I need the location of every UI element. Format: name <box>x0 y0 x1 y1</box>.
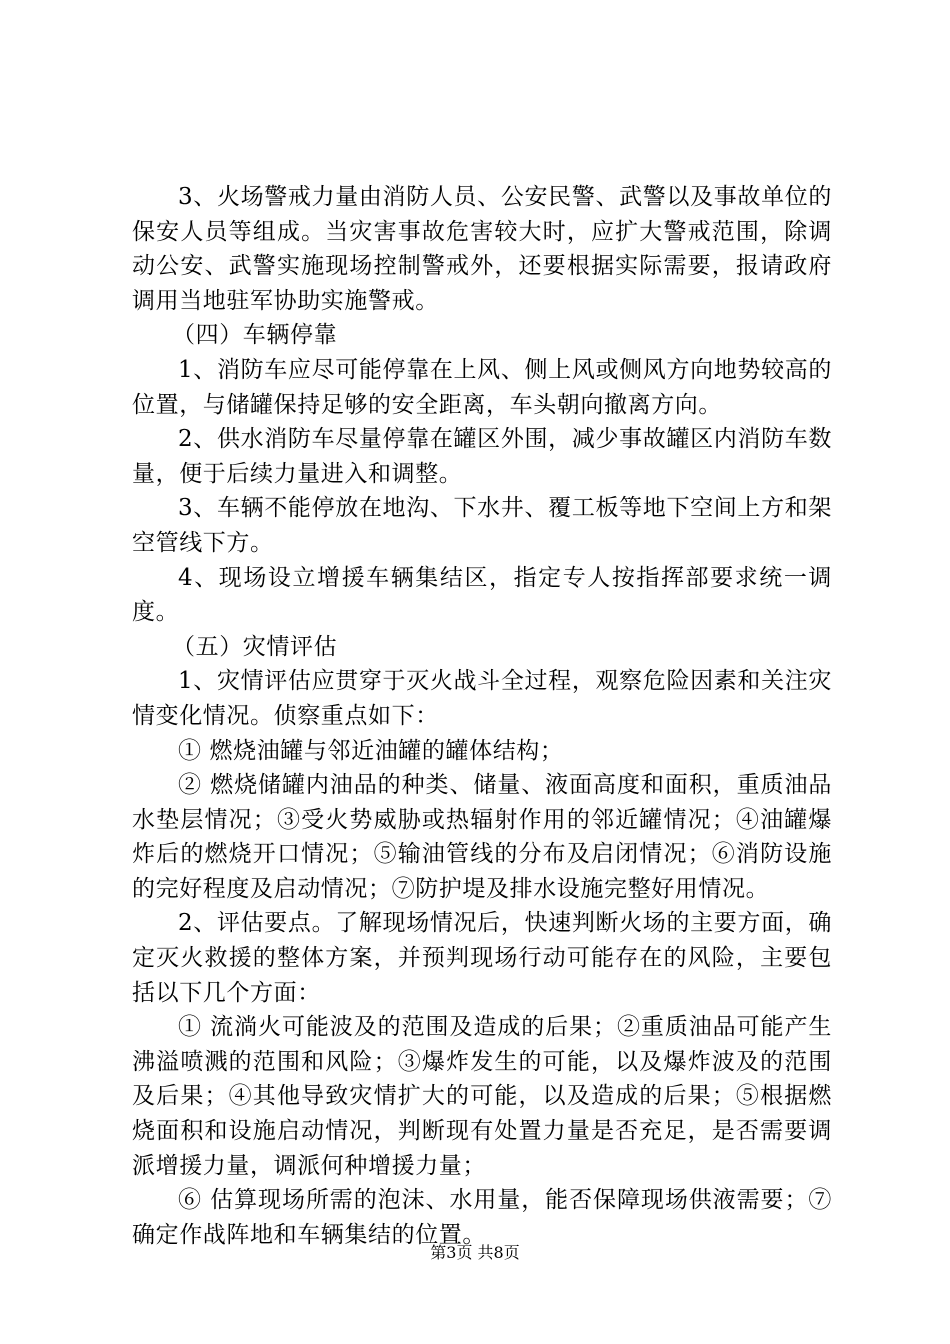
paragraph-parking-1: 1、消防车应尽可能停靠在上风、侧上风或侧风方向地势较高的位置，与储罐保持足够的安全距离，车头朝向撤离方向。 <box>132 356 832 418</box>
paragraph-assessment-1: 1、灾情评估应贯穿于灭火战斗全过程，观察危险因素和关注灾情变化情况。侦察重点如下： <box>132 668 832 729</box>
paragraph-assessment-item-1: ① 燃烧油罐与邻近油罐的罐体结构； <box>178 737 564 764</box>
paragraph-assessment-risks-6-7: ⑥ 估算现场所需的泡沫、水用量，能否保障现场供液需要；⑦确定作战阵地和车辆集结的位置。 <box>132 1187 832 1248</box>
paragraph-assessment-items-2-7: ② 燃烧储罐内油品的种类、储量、液面高度和面积，重质油品水垫层情况；③受火势威胁或热辐射作用的邻近罐情况；④油罐爆炸后的燃烧开口情况；⑤输油管线的分布及启闭情况；⑥消防设施的完好程度及启动情况；⑦防护堤及排水设施完整好用情况。 <box>132 772 832 902</box>
document-body <box>132 180 832 1252</box>
paragraph-assessment-2: 2、评估要点。了解现场情况后，快速判断火场的主要方面，确定灭火救援的整体方案，并预判现场行动可能存在的风险，主要包括以下几个方面： <box>132 910 832 1006</box>
section-heading-disaster-assessment: （五）灾情评估 <box>172 633 338 660</box>
paragraph-parking-2: 2、供水消防车尽量停靠在罐区外围，减少事故罐区内消防车数量，便于后续力量进入和调整。 <box>132 426 832 487</box>
section-heading-vehicle-parking: （四）车辆停靠 <box>172 322 338 349</box>
paragraph-parking-4: 4、现场设立增援车辆集结区，指定专人按指挥部要求统一调度。 <box>132 564 832 626</box>
paragraph-assessment-risks-1-5: ① 流淌火可能波及的范围及造成的后果；②重质油品可能产生沸溢喷溅的范围和风险；③爆炸发生的可能，以及爆炸波及的范围及后果；④其他导致灾情扩大的可能，以及造成的后果；⑤根据燃烧面积和设施启动情况，判断现有处置力量是否充足，是否需要调派增援力量，调派何种增援力量； <box>132 1014 832 1179</box>
page-number-footer: 第3页 共8页 <box>430 1243 520 1262</box>
paragraph-warning-force: 3、火场警戒力量由消防人员、公安民警、武警以及事故单位的保安人员等组成。当灾害事故危害较大时，应扩大警戒范围，除调动公安、武警实施现场控制警戒外，还要根据实际需要，报请政府调用当地驻军协助实施警戒。 <box>132 184 832 314</box>
paragraph-parking-3: 3、车辆不能停放在地沟、下水井、覆工板等地下空间上方和架空管线下方。 <box>132 495 832 556</box>
